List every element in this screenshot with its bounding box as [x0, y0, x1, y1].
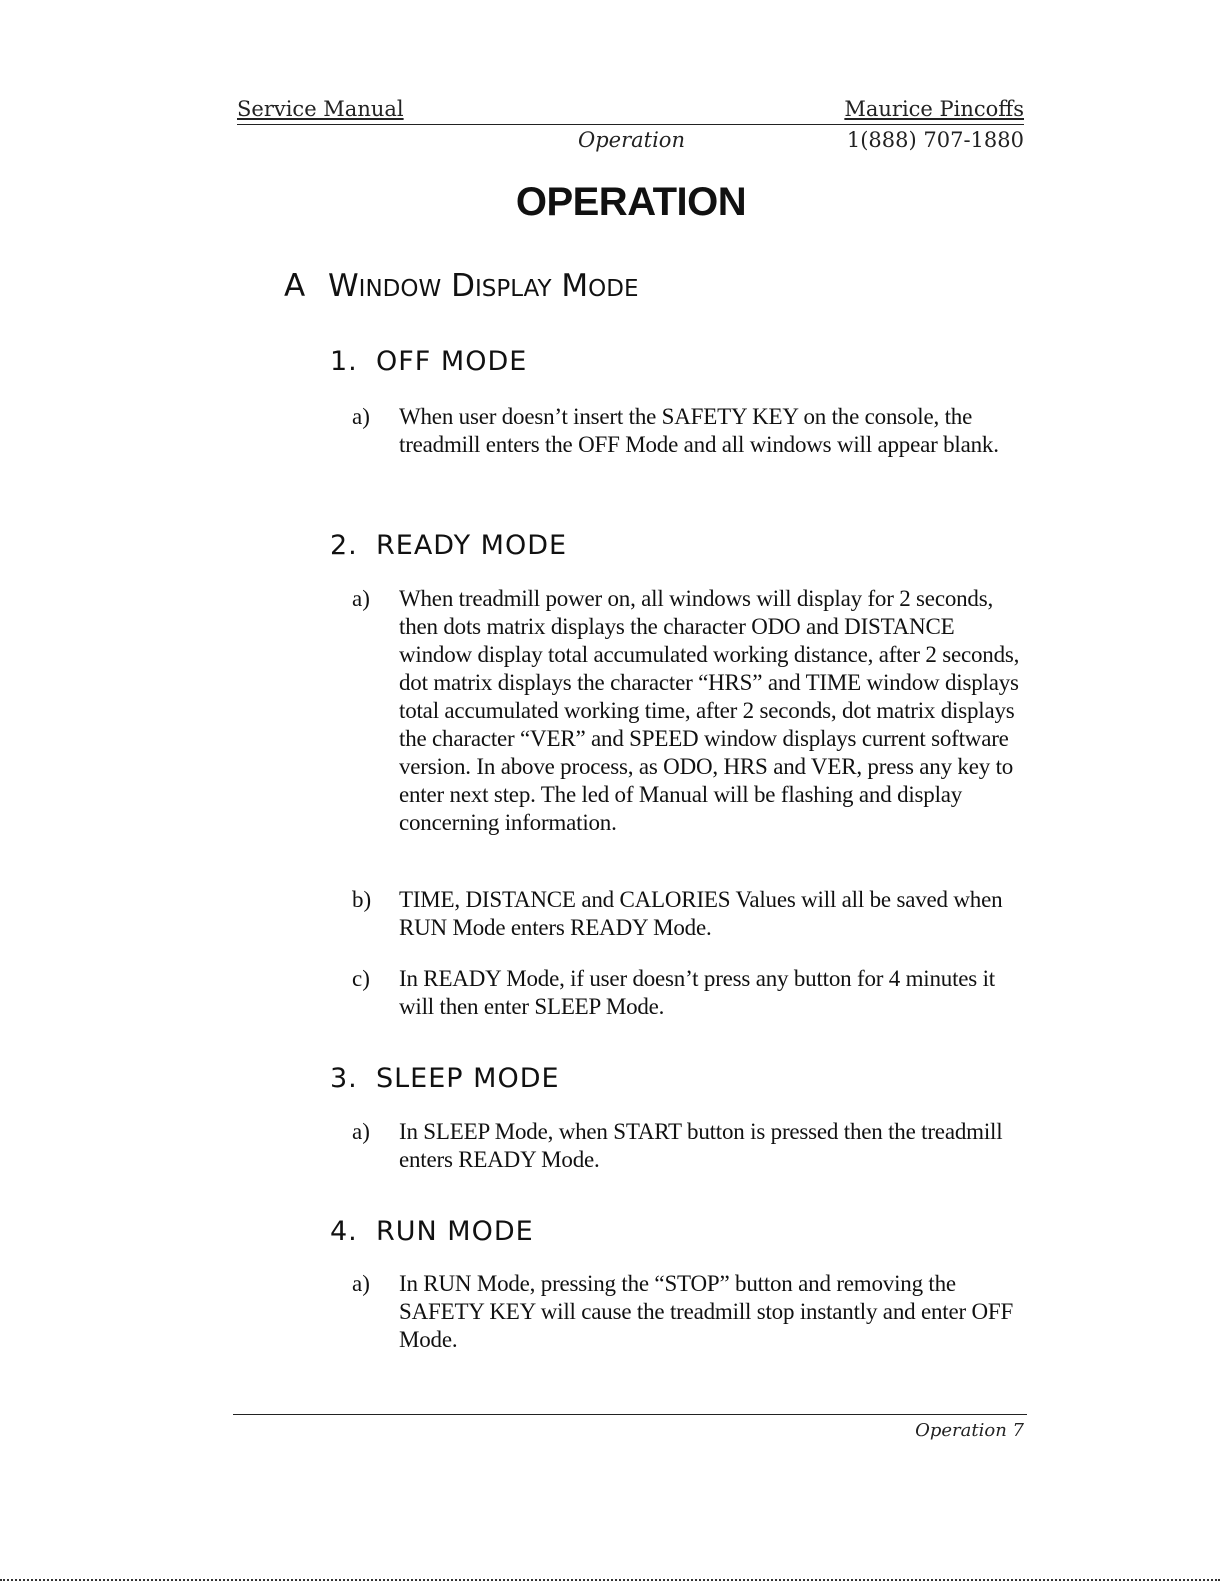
list-item	[352, 965, 1032, 1021]
mode-number: 1.	[330, 346, 358, 377]
list-item	[352, 1118, 1032, 1174]
page-edge	[0, 1579, 1220, 1581]
mode-number: 3.	[330, 1063, 358, 1094]
section-word-1-cap: W	[328, 268, 359, 304]
item-marker: b)	[352, 887, 372, 912]
mode-heading-ready	[330, 530, 567, 561]
mode-title: SLEEP MODE	[376, 1063, 560, 1094]
section-word-1-rest: INDOW	[358, 276, 442, 302]
item-text: When treadmill power on, all windows will display for 2 seconds, then dots matrix displays the character ODO and DISTANCE window display total accumulated working distance, after 2 seconds, dot matrix displays the character “HRS” and TIME window displays total accumulated working time, after 2 seconds, dot matrix displays the character “VER” and SPEED window displays current software version. In above process, as ODO, HRS and VER, press any key to enter next step. The led of Manual will be flashing and display concerning information.	[399, 586, 1020, 835]
item-text: In SLEEP Mode, when START button is pressed then the treadmill enters READY Mode.	[399, 1119, 1003, 1172]
item-marker: c)	[352, 966, 370, 991]
list-item	[352, 585, 1032, 837]
mode-heading-run	[330, 1216, 534, 1247]
mode-title: OFF MODE	[376, 346, 528, 377]
list-item	[352, 1270, 1032, 1354]
item-marker: a)	[352, 1119, 370, 1144]
section-letter: A	[284, 268, 306, 304]
header-divider	[237, 124, 1024, 125]
mode-heading-off	[330, 346, 527, 377]
section-word-2-rest: ISPLAY	[474, 276, 552, 302]
mode-number: 4.	[330, 1216, 358, 1247]
item-text: TIME, DISTANCE and CALORIES Values will all be saved when RUN Mode enters READY Mode.	[399, 887, 1003, 940]
list-item	[352, 403, 1032, 459]
item-text: In READY Mode, if user doesn’t press any button for 4 minutes it will then enter SLEEP Mode.	[399, 966, 995, 1019]
header-manual-title: Service Manual	[237, 97, 404, 121]
section-word-3-rest: ODE	[588, 276, 639, 302]
item-text: In RUN Mode, pressing the “STOP” button and removing the SAFETY KEY will cause the treadmill stop instantly and enter OFF Mode.	[399, 1271, 1014, 1352]
mode-title: RUN MODE	[376, 1216, 534, 1247]
mode-number: 2.	[330, 530, 358, 561]
header-company: Maurice Pincoffs	[844, 97, 1024, 121]
list-item	[352, 886, 1032, 942]
item-marker: a)	[352, 1271, 370, 1296]
mode-heading-sleep	[330, 1063, 560, 1094]
section-word-2-cap: D	[451, 268, 475, 304]
item-marker: a)	[352, 586, 370, 611]
item-text: When user doesn’t insert the SAFETY KEY on the console, the treadmill enters the OFF Mode and all windows will appear blank.	[399, 404, 999, 457]
page-title: OPERATION	[515, 180, 747, 224]
footer-divider	[233, 1414, 1027, 1415]
header-phone: 1(888) 707-1880	[846, 128, 1024, 152]
mode-title: READY MODE	[376, 530, 568, 561]
section-word-3-cap: M	[561, 268, 589, 304]
item-marker: a)	[352, 404, 370, 429]
footer-page-number: Operation 7	[915, 1420, 1024, 1441]
header-section: Operation	[578, 128, 685, 152]
section-heading	[284, 268, 639, 304]
